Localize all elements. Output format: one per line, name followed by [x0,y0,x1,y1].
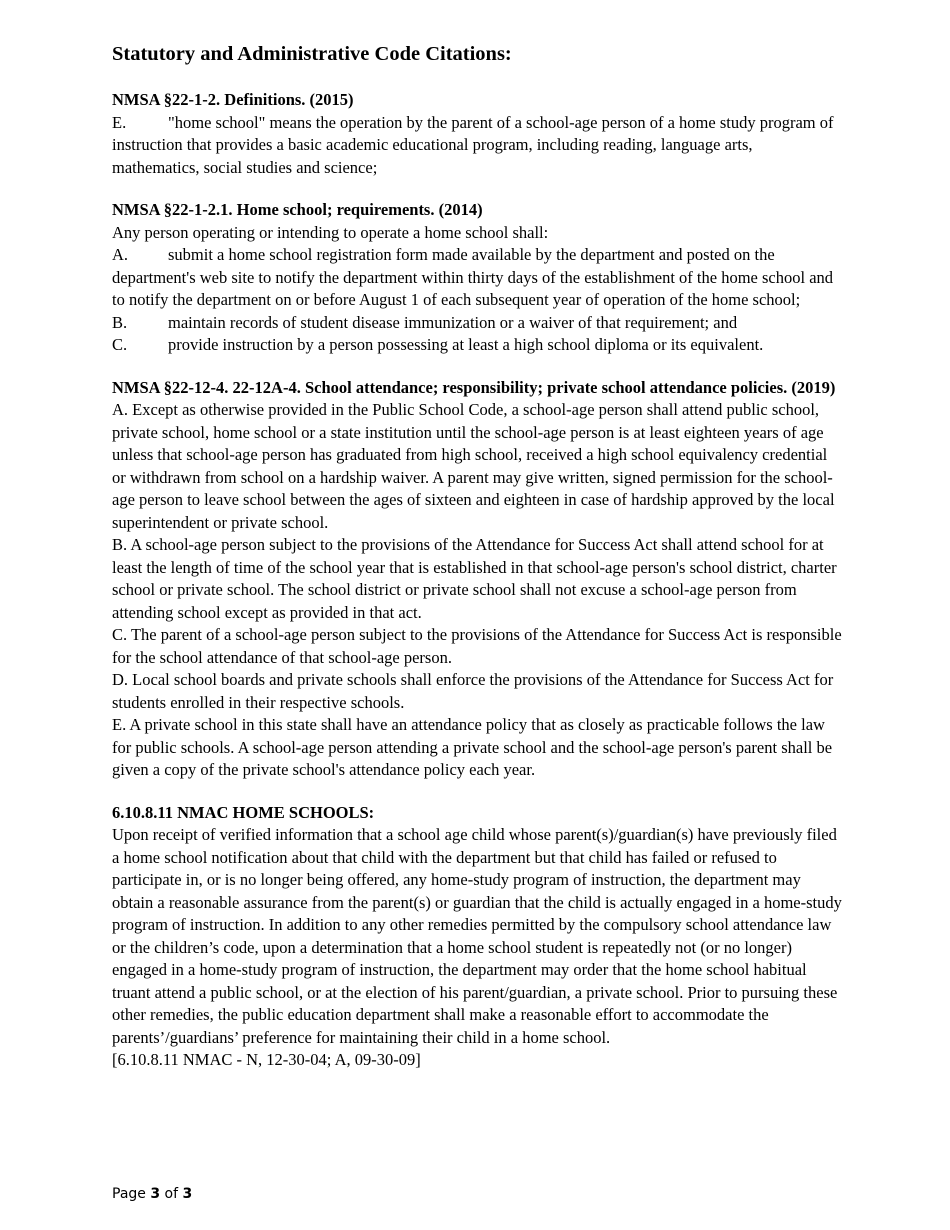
requirement-item-a [112,244,842,312]
total-pages: 3 [182,1186,193,1202]
section-intro: Any person operating or intending to operate a home school shall: [112,222,549,242]
section-school-attendance [112,377,842,782]
item-letter: E. [112,112,127,132]
item-text: provide instruction by a person possessing at least a high school diploma or its equivalent. [168,335,764,354]
attendance-item-b: B. A school-age person subject to the provisions of the Attendance for Success Act shall attend school for at least the length of time of the school year that is established in that school-age person's school district, charter school or private school. The school district or private school shall not excuse a school-age person from attending school except as provided in that act. [112,535,837,622]
item-text: "home school" means the operation by the parent of a school-age person of a home study program of instruction that provides a basic academic educational program, including reading, language arts, mathematics, social studies and science; [112,112,834,177]
section-definitions [112,89,842,179]
nmac-citation: [6.10.8.11 NMAC - N, 12-30-04; A, 09-30-09] [112,1050,421,1069]
current-page: 3 [150,1186,161,1202]
item-text: maintain records of student disease immunization or a waiver of that requirement; and [168,312,738,332]
item-letter: B. [112,312,128,332]
item-letter: A. [112,245,129,264]
definition-item-e [112,112,842,180]
requirement-item-b [112,312,842,335]
page-of-label: of [160,1186,183,1202]
section-heading: NMSA §22-12-4. 22-12A-4. School attendance; responsibility; private school attendance policies. (2019) [112,377,836,397]
page-number-footer [112,1185,192,1203]
page-label: Page [112,1186,151,1202]
document-page [112,42,842,1092]
nmac-body: Upon receipt of verified information that a school age child whose parent(s)/guardian(s) have previously filed a home school notification about that child with the department but that child has failed or refused to participate in, or is no longer being offered, any home-study program of instruction, the department may obtain a reasonable assurance from the parent(s) or guardian that the child is actually engaged in a home-study program of instruction. In addition to any other remedies permitted by the compulsory school attendance law or the children’s code, upon a determination that a home school student is repeatedly not (or no longer) engaged in a home-study program of instruction, the department may order that the home school habitual truant attend a public school, or at the election of his parent/guardian, a private school. Prior to pursuing these other remedies, the public education department shall make a reasonable effort to accommodate the parents’/guardians’ preference for maintaining their child in a home school. [112,825,842,1047]
section-heading: NMSA §22-1-2. Definitions. (2015) [112,90,354,109]
requirement-item-c [112,334,842,357]
attendance-item-e: E. A private school in this state shall have an attendance policy that as closely as practicable follows the law for public schools. A school-age person attending a private school and the school-age person's parent shall be given a copy of the private school's attendance policy each year. [112,715,833,779]
attendance-item-c: C. The parent of a school-age person subject to the provisions of the Attendance for Success Act is responsible for the school attendance of that school-age person. [112,625,842,667]
section-heading: 6.10.8.11 NMAC HOME SCHOOLS: [112,802,375,822]
section-heading: NMSA §22-1-2.1. Home school; requirements. (2014) [112,200,483,219]
section-home-school-requirements [112,199,842,357]
attendance-item-a: A. Except as otherwise provided in the Public School Code, a school-age person shall attend public school, private school, home school or a state institution until the school-age person is at least eighteen years of age unless that school-age person has graduated from high school, received a high school equivalency credential or withdrawn from school on a hardship waiver. A parent may give written, signed permission for the school-age person to leave school between the ages of sixteen and eighteen in case of hardship approved by the local superintendent or private school. [112,400,835,532]
page-title: Statutory and Administrative Code Citations: [112,43,512,65]
attendance-item-d: D. Local school boards and private schools shall enforce the provisions of the Attendance for Success Act for students enrolled in their respective schools. [112,670,834,712]
section-nmac-home-schools [112,802,842,1072]
item-letter: C. [112,335,128,354]
item-text: submit a home school registration form made available by the department and posted on the department's web site to notify the department within thirty days of the establishment of the home school and to notify the department on or before August 1 of each subsequent year of operation of the home school; [112,245,834,309]
